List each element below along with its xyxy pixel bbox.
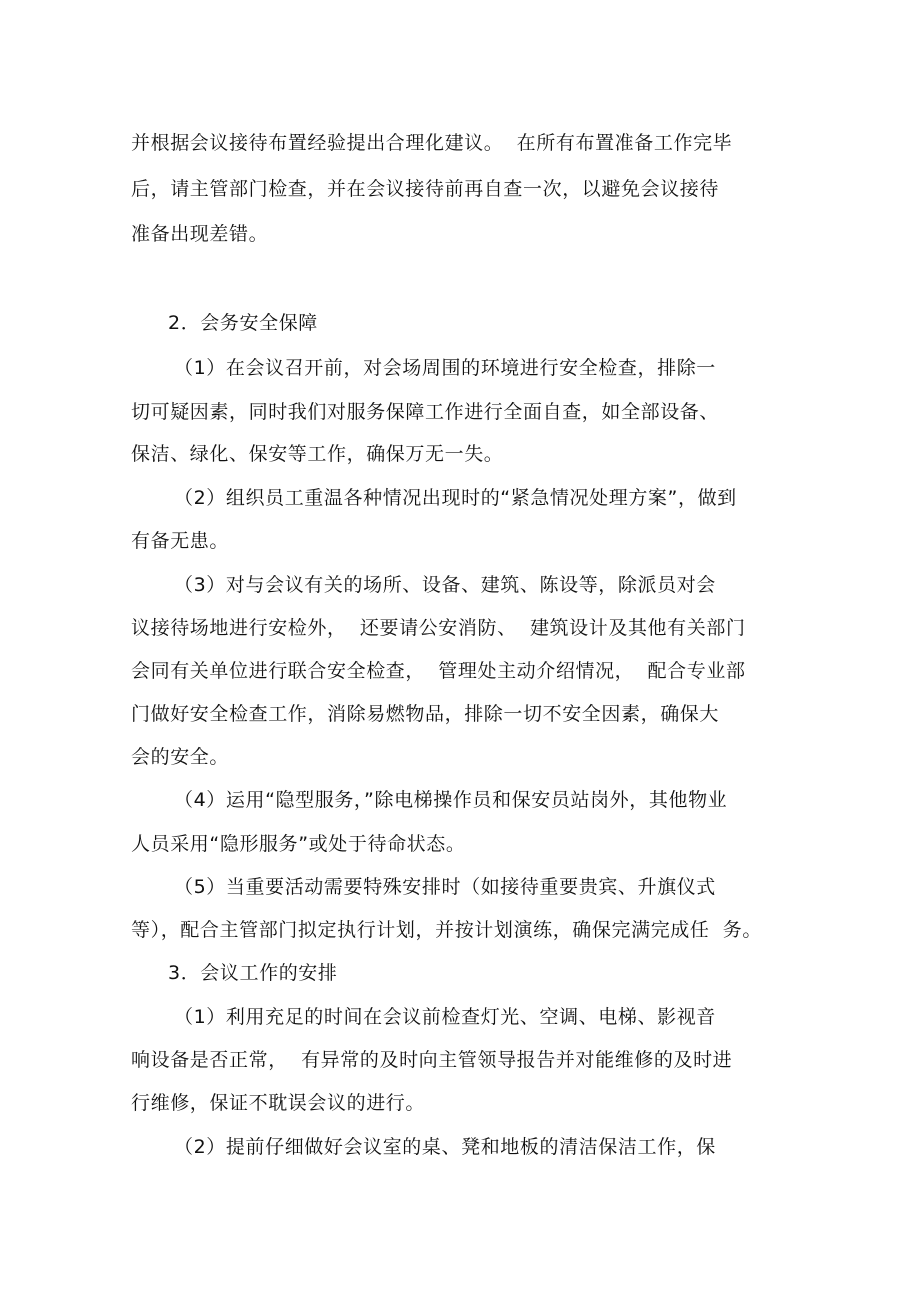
text-line: 准备出现差错。: [131, 223, 269, 245]
text-line: 会同有关单位进行联合安全检查， 管理处主动介绍情况， 配合专业部: [131, 660, 746, 682]
text-line: 保洁、绿化、保安等工作，确保万无一失。: [131, 443, 504, 465]
text-line: 有备无患。: [131, 530, 230, 552]
text-line: 议接待场地进行安检外， 还要请公安消防、 建筑设计及其他有关部门: [131, 617, 746, 639]
text-line: 会的安全。: [131, 746, 230, 768]
text-line: 后，请主管部门检查，并在会议接待前再自查一次，以避免会议接待: [131, 178, 720, 200]
text-line: （3）对与会议有关的场所、设备、建筑、陈设等，除派员对会: [174, 574, 716, 596]
text-line: （2）组织员工重温各种情况出现时的“紧急情况处理方案”，做到: [174, 487, 737, 509]
text-line: 人员采用“隐形服务”或处于待命状态。: [131, 833, 466, 855]
text-line: 门做好安全检查工作，消除易燃物品，排除一切不安全因素，确保大: [131, 703, 720, 725]
text-line: 响设备是否正常， 有异常的及时向主管领导报告并对能维修的及时进: [131, 1049, 733, 1071]
text-line: 切可疑因素，同时我们对服务保障工作进行全面自查，如全部设备、: [131, 401, 720, 423]
text-line: （5）当重要活动需要特殊安排时（如接待重要贵宾、升旗仪式: [174, 876, 716, 898]
text-line: （1）在会议召开前，对会场周围的环境进行安全检查，排除一: [174, 357, 716, 379]
text-line: 并根据会议接待布置经验提出合理化建议。 在所有布置准备工作完毕: [131, 132, 733, 154]
text-line: （1）利用充足的时间在会议前检查灯光、空调、电梯、影视音: [174, 1006, 716, 1028]
text-line: 等），配合主管部门拟定执行计划，并按计划演练，确保完满完成任 务。: [131, 919, 762, 941]
text-line: （4）运用“隐型服务，”除电梯操作员和保安员站岗外，其他物业: [174, 789, 728, 811]
text-line: 行维修，保证不耽误会议的进行。: [131, 1092, 426, 1114]
section-heading: 3．会议工作的安排: [168, 962, 338, 984]
text-line: （2）提前仔细做好会议室的桌、凳和地板的清洁保洁工作，保: [174, 1136, 716, 1158]
section-heading: 2．会务安全保障: [168, 312, 318, 334]
